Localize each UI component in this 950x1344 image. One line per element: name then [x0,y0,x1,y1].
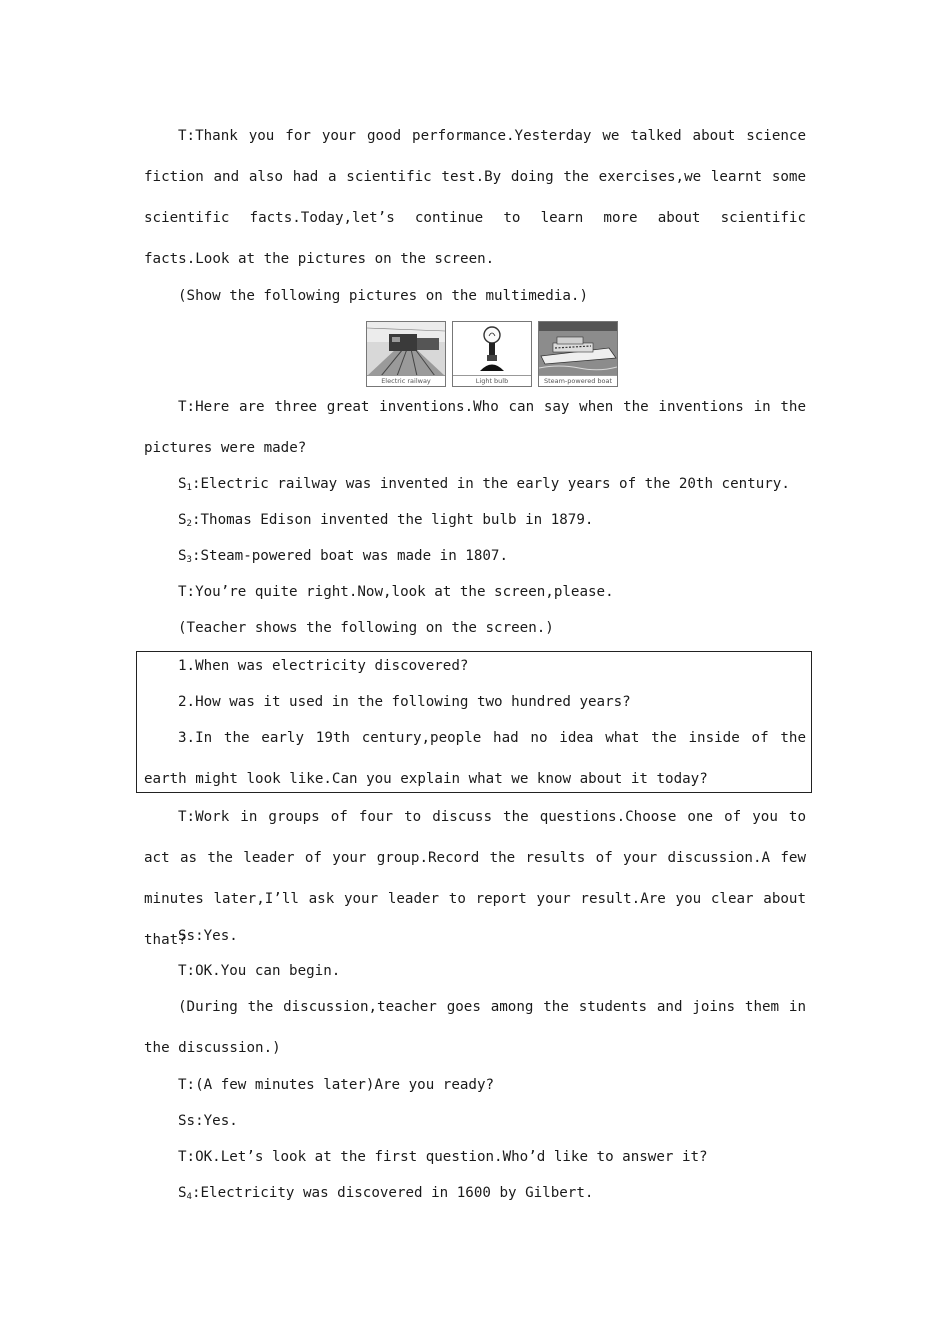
student-2-text: :Thomas Edison invented the light bulb in 1879. [191,512,594,528]
teacher-ready-line: T:(A few minutes later)Are you ready? [178,1077,495,1093]
steam-powered-boat-caption: Steam-powered boat [539,375,617,386]
teacher-inventions-paragraph: T:Here are three great inventions.Who can say when the inventions in the pictures were made? [144,399,806,456]
stage-direction-during-discussion: (During the discussion,teacher goes among the students and joins them in the discussion.) [144,999,806,1056]
speaker-label: S [178,548,187,564]
speaker-label: S [178,512,187,528]
student-4-text: :Electricity was discovered in 1600 by Gilbert. [191,1185,594,1201]
invention-pictures [366,321,620,387]
question-1: 1.When was electricity discovered? [178,658,469,674]
speaker-label: S [178,476,187,492]
speaker-number: 4 [186,1192,192,1202]
light-bulb-picture [452,321,532,387]
speaker-number: 1 [186,483,192,493]
speaker-number: 3 [186,555,192,565]
electric-railway-picture [366,321,446,387]
student-1-line [178,474,790,498]
electric-railway-image [367,322,445,376]
students-yes-line-2: Ss:Yes. [178,1113,238,1129]
speaker-label: S [178,1185,187,1201]
stage-direction-show-pictures: (Show the following pictures on the multimedia.) [178,288,588,304]
teacher-groups-paragraph: T:Work in groups of four to discuss the questions.Choose one of you to act as the leader of your group.Record the results of your discussion.A few minutes later,I’ll ask your leader to report your result.Are you clear about that? [144,809,806,948]
speaker-number: 2 [186,519,192,529]
teacher-right-line: T:You’re quite right.Now,look at the screen,please. [178,584,614,600]
teacher-begin-line: T:OK.You can begin. [178,963,341,979]
teacher-first-question-line: T:OK.Let’s look at the first question.Who’d like to answer it? [178,1149,708,1165]
light-bulb-caption: Light bulb [453,375,531,386]
student-3-text: :Steam-powered boat was made in 1807. [191,548,509,564]
student-3-line [178,546,508,570]
students-yes-line-1: Ss:Yes. [178,928,238,944]
question-3: 3.In the early 19th century,people had no idea what the inside of the earth might look like.Can you explain what we know about it today? [144,730,806,787]
light-bulb-image [453,322,531,376]
question-2: 2.How was it used in the following two hundred years? [178,694,631,710]
steam-powered-boat-picture [538,321,618,387]
electric-railway-caption: Electric railway [367,375,445,386]
teacher-intro-paragraph: T:Thank you for your good performance.Yesterday we talked about science fiction and also had a scientific test.By doing the exercises,we learnt some scientific facts.Today,let’s continue to learn more about scientific facts.Look at the pictures on the screen. [144,128,806,267]
student-4-line [178,1183,593,1207]
student-2-line [178,510,593,534]
student-1-text: :Electric railway was invented in the early years of the 20th century. [191,476,790,492]
steam-powered-boat-image [539,322,617,376]
stage-direction-teacher-shows: (Teacher shows the following on the screen.) [178,620,554,636]
